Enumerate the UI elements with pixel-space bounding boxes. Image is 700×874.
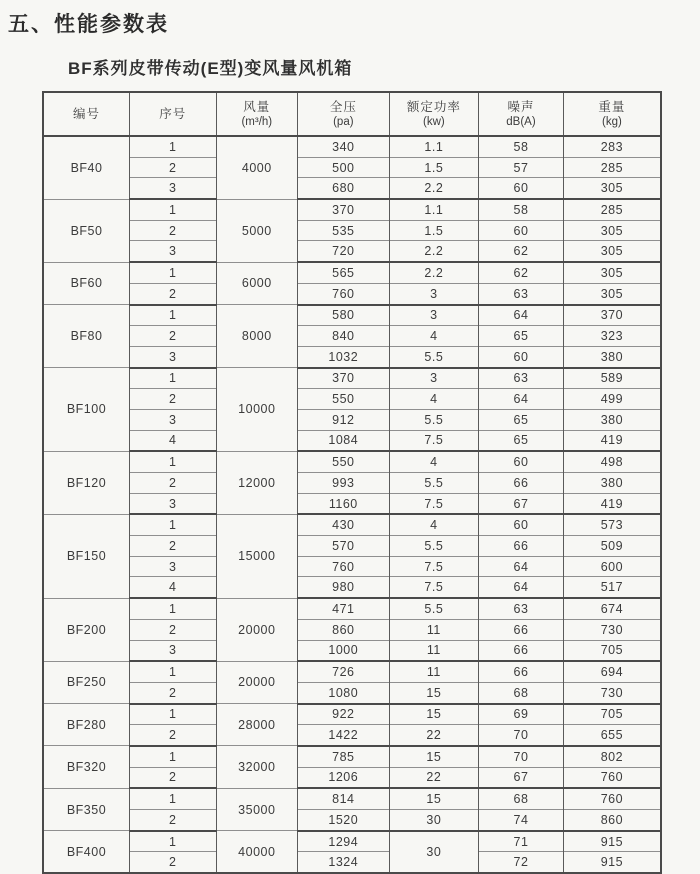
power-cell: 7.5 xyxy=(389,577,479,598)
noise-cell: 65 xyxy=(479,430,564,451)
power-cell: 4 xyxy=(389,451,479,472)
table-row xyxy=(43,767,661,788)
airflow-cell: 8000 xyxy=(216,305,298,368)
column-header-label: 重量 xyxy=(598,100,626,114)
pressure-cell: 720 xyxy=(298,241,389,262)
pressure-cell: 760 xyxy=(298,283,389,304)
model-cell: BF40 xyxy=(43,136,130,199)
weight-cell: 380 xyxy=(563,473,661,494)
weight-cell: 380 xyxy=(563,409,661,430)
pressure-cell: 814 xyxy=(298,788,389,809)
seq-cell: 1 xyxy=(130,704,217,725)
noise-cell: 66 xyxy=(479,619,564,640)
weight-cell: 380 xyxy=(563,346,661,367)
column-header-unit: (kg) xyxy=(602,116,622,128)
model-cell: BF250 xyxy=(43,661,130,703)
weight-cell: 283 xyxy=(563,136,661,157)
column-header xyxy=(216,92,298,136)
seq-cell: 1 xyxy=(130,746,217,767)
pressure-cell: 1520 xyxy=(298,810,389,831)
pressure-cell: 570 xyxy=(298,536,389,557)
noise-cell: 66 xyxy=(479,536,564,557)
table-row xyxy=(43,430,661,451)
seq-cell: 2 xyxy=(130,810,217,831)
seq-cell: 2 xyxy=(130,852,217,873)
table-row xyxy=(43,473,661,494)
weight-cell: 499 xyxy=(563,389,661,410)
pressure-cell: 370 xyxy=(298,368,389,389)
weight-cell: 419 xyxy=(563,493,661,514)
table-row xyxy=(43,746,661,767)
pressure-cell: 840 xyxy=(298,326,389,347)
noise-cell: 60 xyxy=(479,220,564,241)
airflow-cell: 4000 xyxy=(216,136,298,199)
column-header-unit: (kw) xyxy=(422,116,445,128)
noise-cell: 70 xyxy=(479,746,564,767)
pressure-cell: 500 xyxy=(298,157,389,178)
pressure-cell: 993 xyxy=(298,473,389,494)
noise-cell: 60 xyxy=(479,514,564,535)
weight-cell: 305 xyxy=(563,241,661,262)
pressure-cell: 550 xyxy=(298,451,389,472)
weight-cell: 705 xyxy=(563,704,661,725)
weight-cell: 285 xyxy=(563,157,661,178)
seq-cell: 2 xyxy=(130,767,217,788)
airflow-cell: 35000 xyxy=(216,788,298,830)
model-cell: BF400 xyxy=(43,831,130,873)
pressure-cell: 922 xyxy=(298,704,389,725)
noise-cell: 64 xyxy=(479,556,564,577)
weight-cell: 705 xyxy=(563,640,661,661)
power-cell: 30 xyxy=(389,810,479,831)
pressure-cell: 1084 xyxy=(298,430,389,451)
seq-cell: 4 xyxy=(130,430,217,451)
airflow-cell: 20000 xyxy=(216,661,298,703)
weight-cell: 589 xyxy=(563,368,661,389)
seq-cell: 2 xyxy=(130,473,217,494)
seq-cell: 4 xyxy=(130,577,217,598)
seq-cell: 2 xyxy=(130,220,217,241)
table-row xyxy=(43,283,661,304)
table-row xyxy=(43,451,661,472)
power-cell: 11 xyxy=(389,619,479,640)
airflow-cell: 10000 xyxy=(216,368,298,452)
noise-cell: 65 xyxy=(479,409,564,430)
performance-table xyxy=(42,91,662,874)
column-header-label: 序号 xyxy=(159,107,187,121)
power-cell: 5.5 xyxy=(389,598,479,619)
weight-cell: 305 xyxy=(563,220,661,241)
table-row xyxy=(43,220,661,241)
column-header-unit: dB(A) xyxy=(506,116,536,128)
noise-cell: 63 xyxy=(479,283,564,304)
power-cell: 7.5 xyxy=(389,493,479,514)
pressure-cell: 580 xyxy=(298,305,389,326)
table-row xyxy=(43,241,661,262)
noise-cell: 60 xyxy=(479,178,564,199)
seq-cell: 1 xyxy=(130,136,217,157)
noise-cell: 58 xyxy=(479,199,564,220)
table-row xyxy=(43,536,661,557)
pressure-cell: 550 xyxy=(298,389,389,410)
noise-cell: 58 xyxy=(479,136,564,157)
weight-cell: 915 xyxy=(563,852,661,873)
noise-cell: 65 xyxy=(479,326,564,347)
power-cell: 1.5 xyxy=(389,220,479,241)
noise-cell: 72 xyxy=(479,852,564,873)
model-cell: BF100 xyxy=(43,368,130,452)
power-cell: 11 xyxy=(389,661,479,682)
column-header-unit: (pa) xyxy=(333,116,354,128)
noise-cell: 69 xyxy=(479,704,564,725)
pressure-cell: 1422 xyxy=(298,725,389,746)
pressure-cell: 912 xyxy=(298,409,389,430)
noise-cell: 62 xyxy=(479,262,564,283)
pressure-cell: 1160 xyxy=(298,493,389,514)
seq-cell: 3 xyxy=(130,640,217,661)
noise-cell: 64 xyxy=(479,305,564,326)
noise-cell: 68 xyxy=(479,788,564,809)
seq-cell: 2 xyxy=(130,682,217,703)
table-row xyxy=(43,514,661,535)
column-header xyxy=(389,92,479,136)
table-row xyxy=(43,619,661,640)
power-cell: 7.5 xyxy=(389,556,479,577)
power-cell: 15 xyxy=(389,746,479,767)
table-row xyxy=(43,136,661,157)
noise-cell: 62 xyxy=(479,241,564,262)
model-cell: BF50 xyxy=(43,199,130,262)
model-cell: BF150 xyxy=(43,514,130,598)
power-cell: 30 xyxy=(389,831,479,873)
power-cell: 11 xyxy=(389,640,479,661)
power-cell: 22 xyxy=(389,767,479,788)
table-row xyxy=(43,493,661,514)
table-row xyxy=(43,346,661,367)
weight-cell: 674 xyxy=(563,598,661,619)
table-row xyxy=(43,810,661,831)
seq-cell: 1 xyxy=(130,368,217,389)
airflow-cell: 28000 xyxy=(216,704,298,746)
column-header xyxy=(298,92,389,136)
seq-cell: 3 xyxy=(130,346,217,367)
noise-cell: 63 xyxy=(479,368,564,389)
weight-cell: 915 xyxy=(563,831,661,852)
table-row xyxy=(43,178,661,199)
model-cell: BF120 xyxy=(43,451,130,514)
power-cell: 5.5 xyxy=(389,346,479,367)
table-subtitle: BF系列皮带传动(E型)变风量风机箱 xyxy=(68,59,353,78)
weight-cell: 860 xyxy=(563,810,661,831)
power-cell: 3 xyxy=(389,305,479,326)
pressure-cell: 1294 xyxy=(298,831,389,852)
noise-cell: 60 xyxy=(479,346,564,367)
seq-cell: 2 xyxy=(130,389,217,410)
weight-cell: 509 xyxy=(563,536,661,557)
weight-cell: 730 xyxy=(563,682,661,703)
pressure-cell: 430 xyxy=(298,514,389,535)
weight-cell: 419 xyxy=(563,430,661,451)
airflow-cell: 5000 xyxy=(216,199,298,262)
weight-cell: 370 xyxy=(563,305,661,326)
table-row xyxy=(43,368,661,389)
noise-cell: 70 xyxy=(479,725,564,746)
table-row xyxy=(43,682,661,703)
table-row xyxy=(43,852,661,873)
weight-cell: 694 xyxy=(563,661,661,682)
noise-cell: 64 xyxy=(479,577,564,598)
weight-cell: 285 xyxy=(563,199,661,220)
weight-cell: 517 xyxy=(563,577,661,598)
noise-cell: 64 xyxy=(479,389,564,410)
noise-cell: 66 xyxy=(479,661,564,682)
table-row xyxy=(43,577,661,598)
airflow-cell: 32000 xyxy=(216,746,298,788)
column-header-label: 风量 xyxy=(243,100,271,114)
table-row xyxy=(43,409,661,430)
weight-cell: 305 xyxy=(563,283,661,304)
power-cell: 5.5 xyxy=(389,536,479,557)
table-row xyxy=(43,157,661,178)
table-row xyxy=(43,788,661,809)
power-cell: 3 xyxy=(389,283,479,304)
pressure-cell: 1324 xyxy=(298,852,389,873)
weight-cell: 730 xyxy=(563,619,661,640)
seq-cell: 2 xyxy=(130,326,217,347)
column-header-label: 编号 xyxy=(73,107,101,121)
seq-cell: 1 xyxy=(130,661,217,682)
model-cell: BF60 xyxy=(43,262,130,304)
pressure-cell: 680 xyxy=(298,178,389,199)
seq-cell: 1 xyxy=(130,199,217,220)
airflow-cell: 20000 xyxy=(216,598,298,661)
power-cell: 1.1 xyxy=(389,199,479,220)
seq-cell: 3 xyxy=(130,556,217,577)
power-cell: 15 xyxy=(389,788,479,809)
airflow-cell: 6000 xyxy=(216,262,298,304)
seq-cell: 2 xyxy=(130,283,217,304)
table-row xyxy=(43,262,661,283)
noise-cell: 60 xyxy=(479,451,564,472)
column-header xyxy=(479,92,564,136)
seq-cell: 1 xyxy=(130,788,217,809)
column-header-unit: (m³/h) xyxy=(241,116,273,128)
weight-cell: 600 xyxy=(563,556,661,577)
seq-cell: 3 xyxy=(130,178,217,199)
pressure-cell: 1080 xyxy=(298,682,389,703)
noise-cell: 68 xyxy=(479,682,564,703)
power-cell: 1.1 xyxy=(389,136,479,157)
power-cell: 5.5 xyxy=(389,473,479,494)
pressure-cell: 980 xyxy=(298,577,389,598)
power-cell: 4 xyxy=(389,389,479,410)
pressure-cell: 471 xyxy=(298,598,389,619)
power-cell: 2.2 xyxy=(389,178,479,199)
pressure-cell: 785 xyxy=(298,746,389,767)
model-cell: BF280 xyxy=(43,704,130,746)
power-cell: 22 xyxy=(389,725,479,746)
power-cell: 15 xyxy=(389,682,479,703)
column-header xyxy=(130,92,217,136)
seq-cell: 1 xyxy=(130,831,217,852)
table-row xyxy=(43,661,661,682)
pressure-cell: 370 xyxy=(298,199,389,220)
power-cell: 2.2 xyxy=(389,262,479,283)
noise-cell: 66 xyxy=(479,473,564,494)
pressure-cell: 1032 xyxy=(298,346,389,367)
airflow-cell: 12000 xyxy=(216,451,298,514)
seq-cell: 2 xyxy=(130,725,217,746)
power-cell: 5.5 xyxy=(389,409,479,430)
power-cell: 4 xyxy=(389,326,479,347)
table-row xyxy=(43,704,661,725)
table-row xyxy=(43,640,661,661)
weight-cell: 655 xyxy=(563,725,661,746)
weight-cell: 305 xyxy=(563,178,661,199)
seq-cell: 2 xyxy=(130,536,217,557)
model-cell: BF200 xyxy=(43,598,130,661)
power-cell: 7.5 xyxy=(389,430,479,451)
seq-cell: 1 xyxy=(130,514,217,535)
weight-cell: 573 xyxy=(563,514,661,535)
weight-cell: 802 xyxy=(563,746,661,767)
table-row xyxy=(43,199,661,220)
table-header xyxy=(43,92,661,136)
power-cell: 3 xyxy=(389,368,479,389)
table-row xyxy=(43,831,661,852)
noise-cell: 57 xyxy=(479,157,564,178)
weight-cell: 498 xyxy=(563,451,661,472)
seq-cell: 2 xyxy=(130,619,217,640)
noise-cell: 63 xyxy=(479,598,564,619)
table-row xyxy=(43,725,661,746)
noise-cell: 74 xyxy=(479,810,564,831)
header-row xyxy=(43,92,661,136)
seq-cell: 2 xyxy=(130,157,217,178)
column-header-label: 全压 xyxy=(329,100,357,114)
airflow-cell: 15000 xyxy=(216,514,298,598)
weight-cell: 323 xyxy=(563,326,661,347)
seq-cell: 1 xyxy=(130,451,217,472)
model-cell: BF80 xyxy=(43,305,130,368)
column-header xyxy=(43,92,130,136)
power-cell: 15 xyxy=(389,704,479,725)
weight-cell: 760 xyxy=(563,767,661,788)
model-cell: BF350 xyxy=(43,788,130,830)
table-row xyxy=(43,598,661,619)
table-row xyxy=(43,326,661,347)
power-cell: 2.2 xyxy=(389,241,479,262)
table-row xyxy=(43,389,661,410)
seq-cell: 1 xyxy=(130,262,217,283)
page-title: 五、性能参数表 xyxy=(8,13,169,36)
pressure-cell: 565 xyxy=(298,262,389,283)
pressure-cell: 1000 xyxy=(298,640,389,661)
table-row xyxy=(43,556,661,577)
column-header-label: 额定功率 xyxy=(406,100,461,114)
noise-cell: 67 xyxy=(479,493,564,514)
pressure-cell: 726 xyxy=(298,661,389,682)
table-body xyxy=(43,136,661,873)
pressure-cell: 340 xyxy=(298,136,389,157)
pressure-cell: 860 xyxy=(298,619,389,640)
pressure-cell: 1206 xyxy=(298,767,389,788)
weight-cell: 305 xyxy=(563,262,661,283)
seq-cell: 3 xyxy=(130,409,217,430)
column-header-label: 噪声 xyxy=(507,100,535,114)
pressure-cell: 535 xyxy=(298,220,389,241)
noise-cell: 66 xyxy=(479,640,564,661)
airflow-cell: 40000 xyxy=(216,831,298,873)
column-header xyxy=(563,92,661,136)
seq-cell: 1 xyxy=(130,598,217,619)
table-row xyxy=(43,305,661,326)
power-cell: 4 xyxy=(389,514,479,535)
seq-cell: 1 xyxy=(130,305,217,326)
noise-cell: 71 xyxy=(479,831,564,852)
pressure-cell: 760 xyxy=(298,556,389,577)
seq-cell: 3 xyxy=(130,241,217,262)
model-cell: BF320 xyxy=(43,746,130,788)
noise-cell: 67 xyxy=(479,767,564,788)
seq-cell: 3 xyxy=(130,493,217,514)
power-cell: 1.5 xyxy=(389,157,479,178)
weight-cell: 760 xyxy=(563,788,661,809)
